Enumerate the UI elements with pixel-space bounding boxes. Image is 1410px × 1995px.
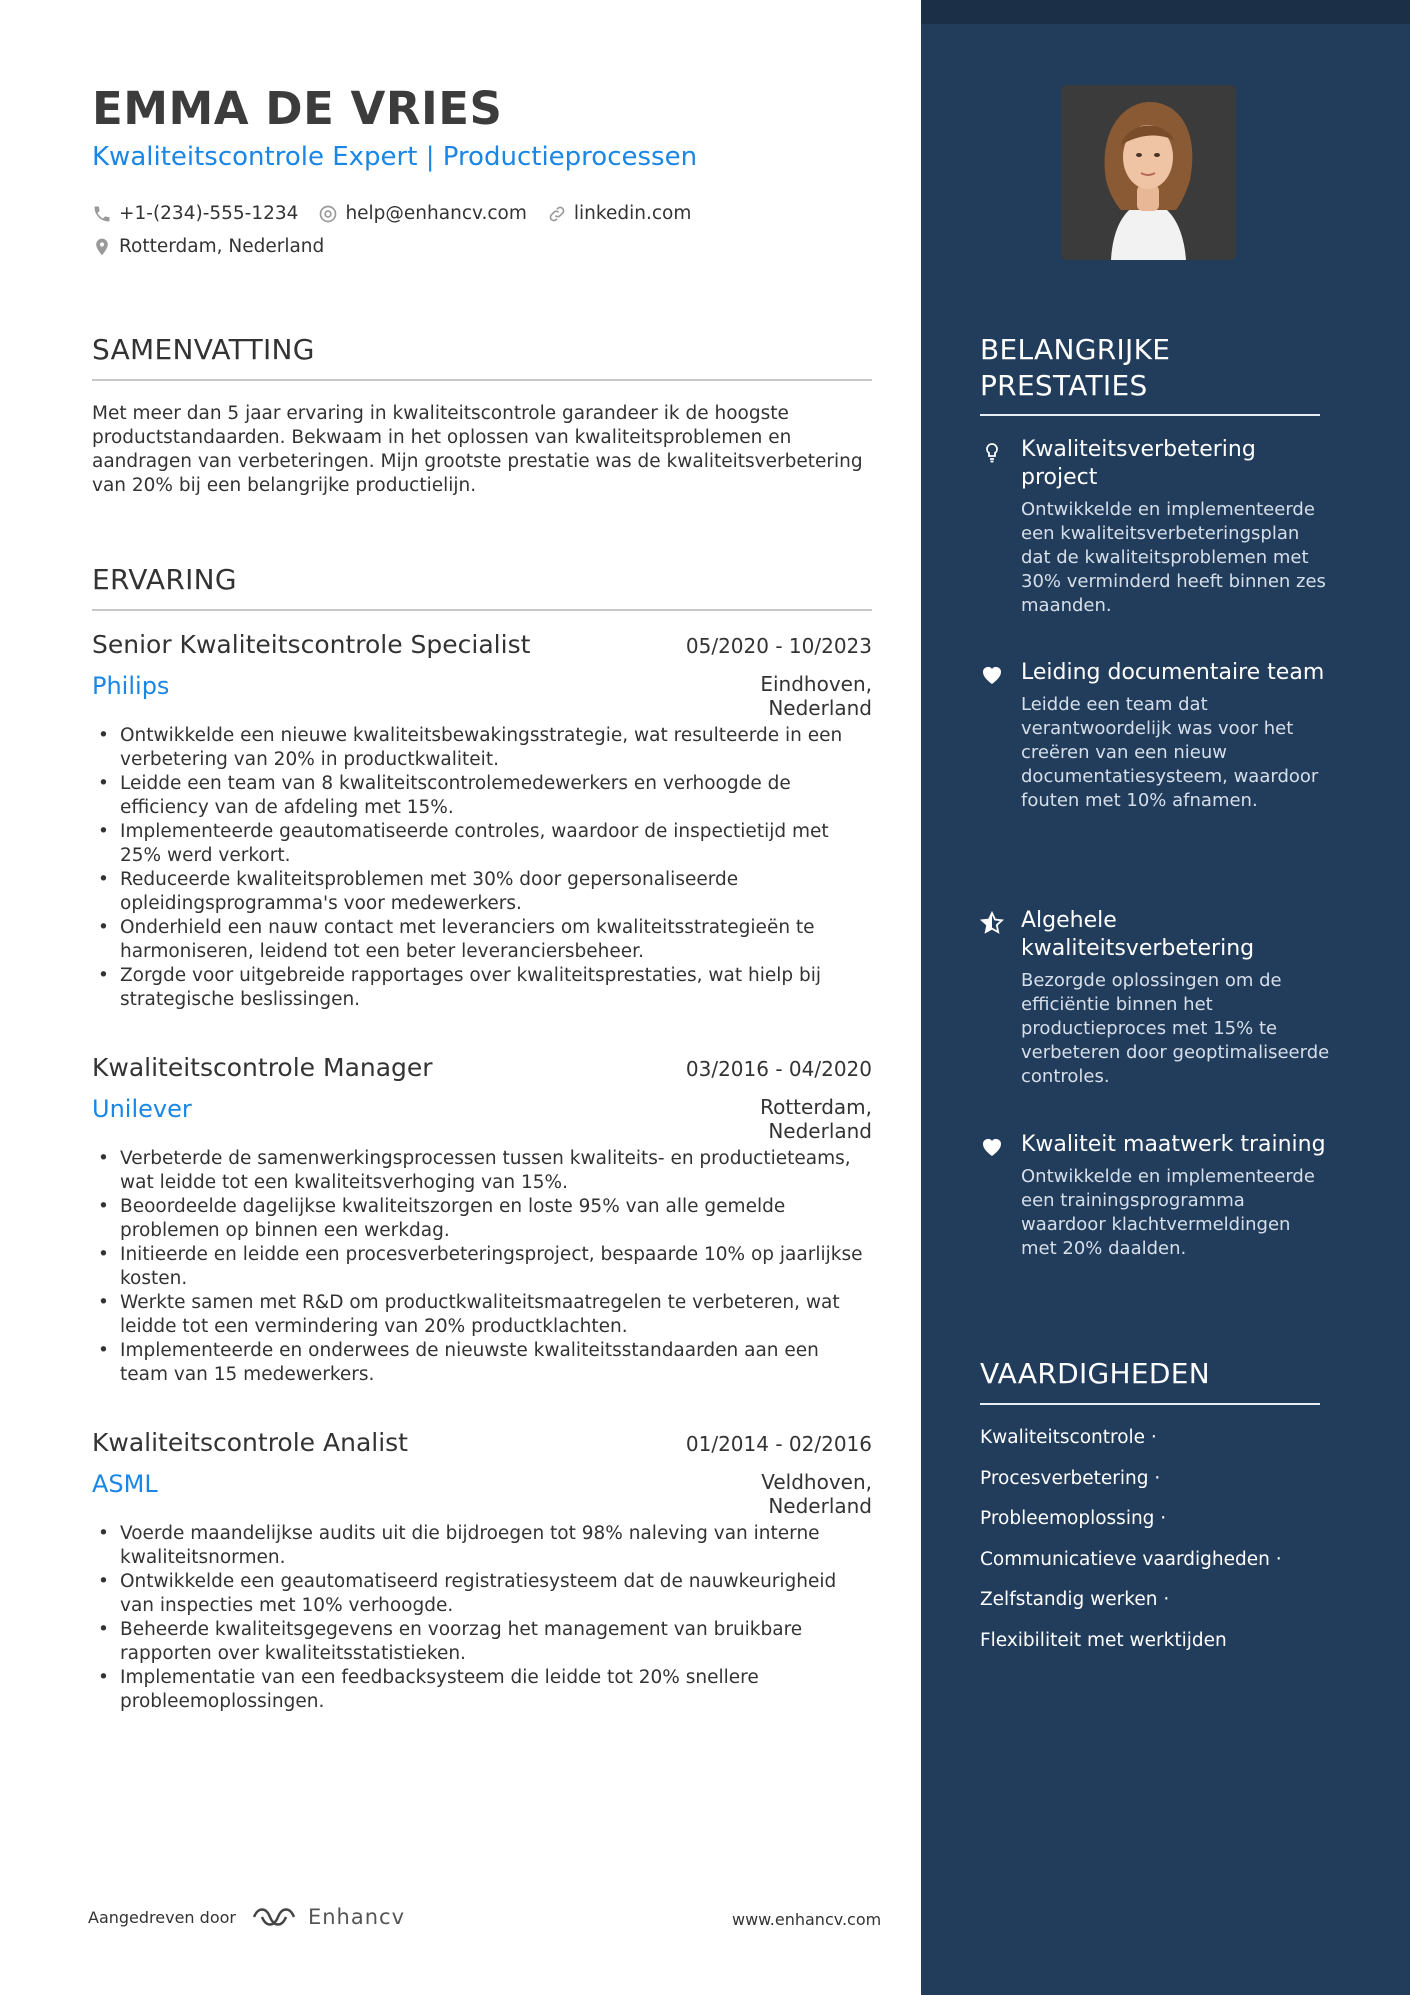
- job-bullet: • Leidde een team van 8 kwaliteitscontrolemedewerkers en verhoogde de efficiency van de afdeling met 15%.: [92, 772, 872, 820]
- job-city: Veldhoven,: [761, 1470, 872, 1494]
- job-bullet: • Initieerde en leidde een procesverbeteringsproject, bespaarde 10% op jaarlijkse kosten.: [92, 1243, 872, 1291]
- achievement-description: Ontwikkelde en implementeerde een kwaliteitsverbeteringsplan dat de kwaliteitsproblemen met 30% verminderd heeft binnen zes maanden.: [1021, 499, 1326, 616]
- job-title: Kwaliteitscontrole Manager: [92, 1053, 433, 1082]
- skill-item: Procesverbetering ·: [980, 1467, 1161, 1489]
- achievement-item: [980, 659, 1330, 813]
- job-bullet: • Ontwikkelde een nieuwe kwaliteitsbewakingsstrategie, wat resulteerde in een verbetering van 20% in productkwaliteit.: [92, 724, 872, 772]
- job-bullet: • Reduceerde kwaliteitsproblemen met 30% door gepersonaliseerde opleidingsprogramma's voor medewerkers.: [92, 868, 872, 916]
- job-bullets: [92, 1522, 872, 1714]
- job-city: Rotterdam,: [760, 1095, 872, 1119]
- job-title: Kwaliteitscontrole Analist: [92, 1428, 408, 1457]
- achievement-description: Leidde een team dat verantwoordelijk was voor het creëren van een nieuw documentatiesysteem, waardoor fouten met 10% afnamen.: [1021, 694, 1319, 811]
- achievements-heading-line2: PRESTATIES: [980, 369, 1148, 402]
- job-location: [760, 672, 872, 720]
- summary-heading: SAMENVATTING: [92, 333, 315, 366]
- achievements-divider: [980, 414, 1320, 416]
- skills-list: [980, 1423, 1330, 1666]
- job-country: Nederland: [768, 696, 872, 720]
- job-entry: [92, 1428, 872, 1714]
- achievement-description: Bezorgde oplossingen om de efficiëntie binnen het productieproces met 15% te verbeteren door geoptimaliseerde controles.: [1021, 970, 1330, 1087]
- job-title: Senior Kwaliteitscontrole Specialist: [92, 630, 531, 659]
- job-bullet: • Beoordeelde dagelijkse kwaliteitszorgen en loste 95% van alle gemelde problemen op binnen een werkdag.: [92, 1195, 872, 1243]
- summary-text: Met meer dan 5 jaar ervaring in kwaliteitscontrole garandeer ik de hoogste productstandaarden. Bekwaam in het oplossen van kwaliteitsproblemen en aandragen van verbeteringen. Mijn grootste prestatie was de kwaliteitsverbetering van 20% bij een belangrijke productielijn.: [92, 403, 863, 496]
- job-bullet: • Implementatie van een feedbacksysteem die leidde tot 20% snellere probleemoplossingen.: [92, 1666, 872, 1714]
- email-text: help@enhancv.com: [345, 203, 527, 224]
- job-company: ASML: [92, 1470, 158, 1498]
- heart-icon: [980, 1135, 1004, 1159]
- job-bullet: • Beheerde kwaliteitsgegevens en voorzag het management van bruikbare rapporten over kwaliteitsstatistieken.: [92, 1618, 872, 1666]
- job-company: Unilever: [92, 1095, 192, 1123]
- skill-item: Flexibiliteit met werktijden: [980, 1629, 1227, 1651]
- job-dates: 05/2020 - 10/2023: [685, 634, 872, 658]
- achievement-item: [980, 1131, 1330, 1261]
- job-bullet: • Verbeterde de samenwerkingsprocessen tussen kwaliteits- en productieteams, wat leidde tot een kwaliteitsverhoging van 15%.: [92, 1147, 872, 1195]
- phone-text: +1-(234)-555-1234: [119, 203, 299, 224]
- location-text: Rotterdam, Nederland: [119, 236, 325, 257]
- powered-by-text: Aangedreven door: [88, 1907, 236, 1927]
- skills-heading: VAARDIGHEDEN: [980, 1357, 1210, 1390]
- job-dates: 03/2016 - 04/2020: [685, 1057, 872, 1081]
- footer-powered-by[interactable]: [88, 1904, 405, 1930]
- heart-icon: [980, 663, 1004, 687]
- skill-item: Communicatieve vaardigheden ·: [980, 1548, 1282, 1570]
- phone-contact[interactable]: [92, 203, 298, 224]
- at-icon: [318, 204, 338, 224]
- job-entry: [92, 1053, 872, 1387]
- candidate-name: EMMA DE VRIES: [92, 82, 503, 135]
- skill-item: Zelfstandig werken ·: [980, 1589, 1170, 1610]
- job-bullet: • Zorgde voor uitgebreide rapportages over kwaliteitsprestaties, wat hielp bij strategische beslissingen.: [92, 964, 872, 1012]
- summary-divider: [92, 379, 872, 381]
- skill-item: Probleemoplossing ·: [980, 1508, 1167, 1529]
- achievement-description: Ontwikkelde en implementeerde een trainingsprogramma waardoor klachtvermeldingen met 20% daalden.: [1021, 1166, 1315, 1259]
- job-bullet: • Ontwikkelde een geautomatiseerd registratiesysteem dat de nauwkeurigheid van inspecties met 10% verhoogde.: [92, 1570, 872, 1618]
- experience-heading: ERVARING: [92, 563, 237, 596]
- achievement-title: Kwaliteitsverbetering project: [1021, 437, 1256, 490]
- footer-url[interactable]: www.enhancv.com: [732, 1910, 882, 1929]
- job-bullet: • Onderhield een nauw contact met leveranciers om kwaliteitsstrategieën te harmoniseren, leidend tot een beter leveranciersbeheer.: [92, 916, 872, 964]
- achievement-title: Algehele kwaliteitsverbetering: [1021, 908, 1255, 961]
- profile-photo: [1061, 85, 1236, 260]
- experience-divider: [92, 609, 872, 611]
- job-bullets: [92, 724, 872, 1012]
- achievements-heading: [980, 332, 1170, 404]
- enhancv-brand: Enhancv: [307, 1905, 406, 1929]
- website-text: linkedin.com: [573, 203, 692, 224]
- enhancv-logo-icon: [250, 1904, 298, 1930]
- achievement-title: Leiding documentaire team: [1021, 660, 1325, 685]
- job-city: Eindhoven,: [760, 672, 872, 696]
- job-country: Nederland: [768, 1494, 872, 1518]
- portrait-illustration: [1061, 85, 1236, 260]
- link-icon: [547, 204, 567, 224]
- sidebar: [921, 0, 1410, 1995]
- job-bullet: • Implementeerde en onderwees de nieuwste kwaliteitsstandaarden aan een team van 15 medewerkers.: [92, 1339, 872, 1387]
- achievement-item: [980, 907, 1330, 1089]
- skills-divider: [980, 1403, 1320, 1405]
- job-location: [761, 1470, 872, 1518]
- star-half-icon: [980, 911, 1004, 935]
- job-bullet: • Implementeerde geautomatiseerde controles, waardoor de inspectietijd met 25% werd verkort.: [92, 820, 872, 868]
- job-bullets: [92, 1147, 872, 1387]
- job-company: Philips: [92, 672, 170, 700]
- location-pin-icon: [92, 237, 112, 257]
- email-contact[interactable]: [318, 203, 526, 224]
- contact-info: [92, 197, 892, 263]
- location-contact: [92, 236, 324, 257]
- skill-item: Kwaliteitscontrole ·: [980, 1427, 1157, 1448]
- job-country: Nederland: [768, 1119, 872, 1143]
- achievement-item: [980, 436, 1330, 618]
- phone-icon: [92, 204, 112, 224]
- website-contact[interactable]: [547, 203, 691, 224]
- job-location: [760, 1095, 872, 1143]
- lightbulb-icon: [980, 440, 1004, 464]
- sidebar-top-strip: [921, 0, 1410, 24]
- job-entry: [92, 630, 872, 1012]
- job-bullet: • Voerde maandelijkse audits uit die bijdroegen tot 98% naleving van interne kwaliteitsnormen.: [92, 1522, 872, 1570]
- candidate-subtitle: Kwaliteitscontrole Expert | Productieprocessen: [92, 142, 698, 172]
- job-bullet: • Werkte samen met R&D om productkwaliteitsmaatregelen te verbeteren, wat leidde tot een vermindering van 20% productklachten.: [92, 1291, 872, 1339]
- achievements-heading-line1: BELANGRIJKE: [980, 333, 1171, 366]
- job-dates: 01/2014 - 02/2016: [685, 1432, 872, 1456]
- achievement-title: Kwaliteit maatwerk training: [1021, 1132, 1326, 1157]
